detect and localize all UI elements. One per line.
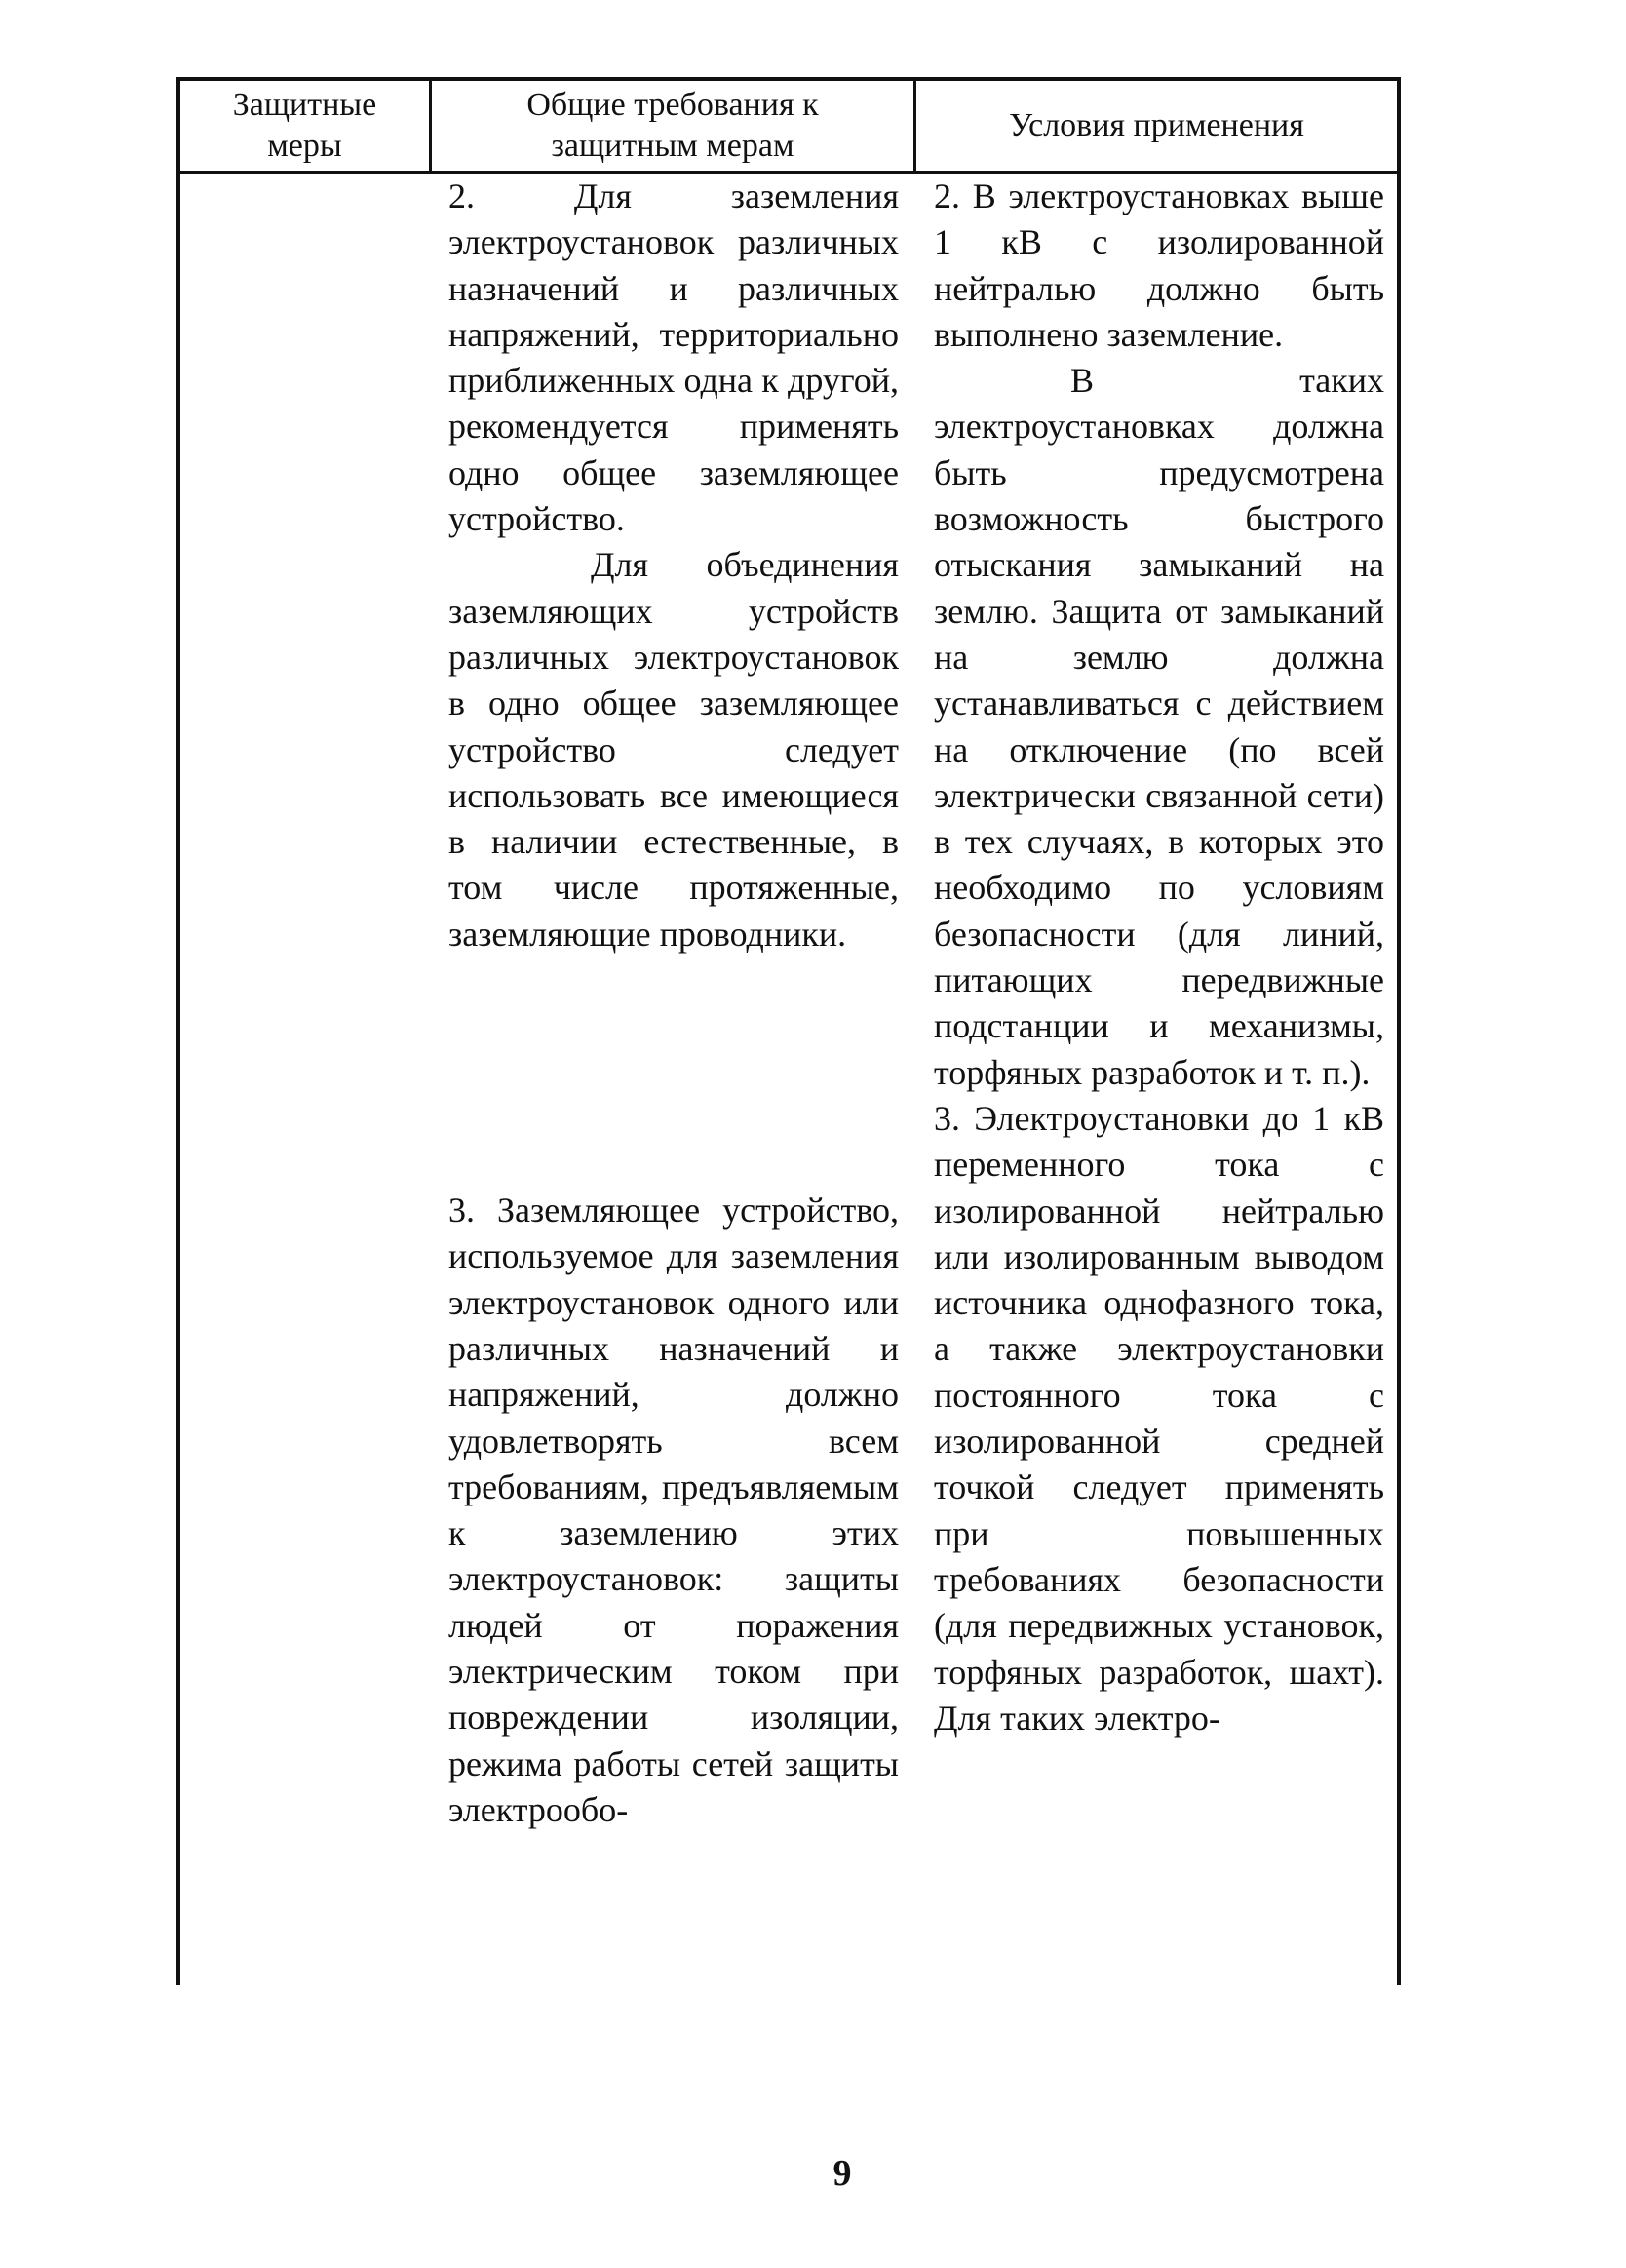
header-line: Защитные [232,87,377,123]
condition-2-paragraph-1: 2. В электроустановках выше 1 кВ с изолированной нейтралью должно быть выполнено заземление. [934,176,1384,354]
condition-2-paragraph-2: В таких электроустановках должна быть предусмотрена возможность быстрого отыскания замыканий на землю. Защита от замыканий на землю должна устанавливаться с действием на отключение (по всей электрически связанной сети) в тех случаях, в которых это необходимо по условиям безопасности (для линий, питающих передвижные подстанции и механизмы, торфяных разработок и т. п.). [934,361,1384,1092]
header-general-requirements [432,81,913,171]
header-line: меры [267,128,342,164]
requirement-2-paragraph-2: Для объединения заземляющих устройств различных электроустановок в одно общее заземляющее устройство следует использовать все имеющиеся в наличии естественные, в том числе протяженные, заземляющие проводники. [448,545,899,954]
table-right-border [1397,77,1401,1985]
application-conditions-column [934,174,1384,1741]
header-line: Общие требования к [526,87,819,123]
requirement-3-paragraph-1: 3. Заземляющее устройство, используемое для заземления электроустановок одного или различных назначений и напряжений, должно удовлетворять всем требованиям, предъявляемым к заземлению этих электроустановок: защиты людей от поражения электрическим током при повреждении изоляции, режима работы сетей защиты электрообо- [448,1191,899,1829]
header-protective-measures [180,81,429,171]
table-left-border [176,77,180,1985]
header-line: защитным мерам [551,128,794,164]
requirement-2-paragraph-1: 2. Для заземления электроустановок различных назначений и различных напряжений, территориально приближенных одна к другой, рекомендуется применять одно общее заземляющее устройство. [448,176,899,539]
general-requirements-column [448,174,899,1833]
condition-3-paragraph-1: 3. Электроустановки до 1 кВ переменного тока с изолированной нейтралью или изолированным выводом источника однофазного тока, а также электроустановки постоянного тока с изолированной средней точкой следует применять при повышенных требованиях безопасности (для передвижных установок, торфяных разработок, шахт). Для таких электро- [934,1098,1384,1738]
page-number: 9 [832,2153,852,2194]
header-line: Условия применения [1009,107,1304,143]
header-application-conditions [916,81,1397,171]
row-spacer [448,958,899,1188]
